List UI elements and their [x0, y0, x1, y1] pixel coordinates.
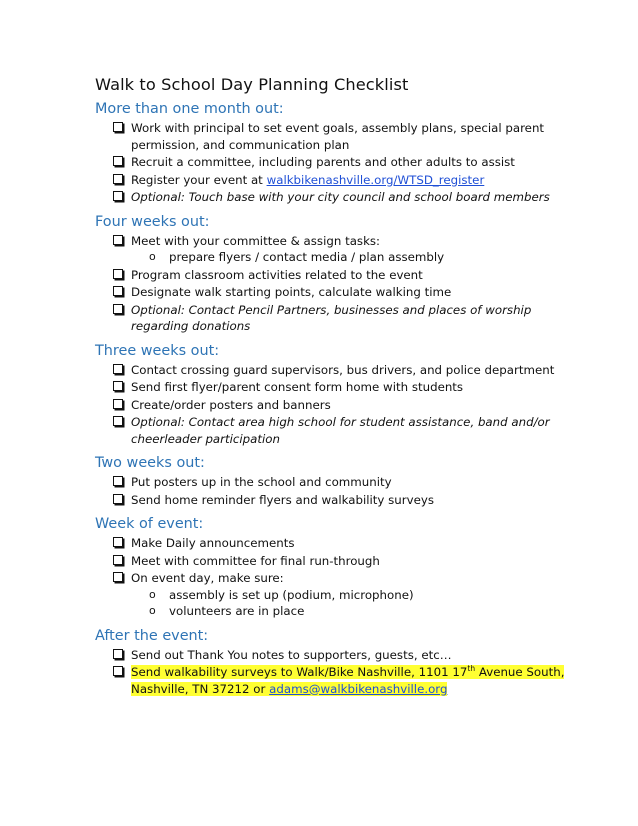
- checklist-section: [95, 453, 565, 508]
- item-label: Meet with committee for final run-through: [131, 553, 380, 568]
- checkbox-icon[interactable]: [113, 649, 123, 659]
- checklist-item-text: [131, 285, 451, 299]
- item-label: Send home reminder flyers and walkability surveys: [131, 492, 434, 507]
- checkbox-icon[interactable]: [113, 364, 123, 374]
- item-label: Make Daily announcements: [131, 536, 295, 550]
- item-label: Send first flyer/parent consent form home with students: [131, 380, 464, 394]
- checklist-section: [95, 99, 565, 206]
- ordinal-suffix: th: [467, 664, 476, 674]
- checklist-item: [95, 474, 565, 491]
- checklist-item: [95, 535, 565, 552]
- checkbox-icon[interactable]: [113, 304, 123, 314]
- item-label: Register your event at: [131, 172, 267, 187]
- checklist-item-text: [131, 121, 544, 152]
- checklist-sections: [95, 99, 565, 697]
- item-label-continued: Avenue South, Nashville, TN 37212 or: [131, 665, 565, 696]
- checkbox-icon[interactable]: [113, 156, 123, 166]
- checklist-item-text: [131, 648, 452, 662]
- circle-bullet-icon: o: [149, 250, 156, 263]
- checkbox-icon[interactable]: [113, 235, 123, 245]
- checklist-item: [95, 120, 565, 153]
- checklist-item: [95, 172, 565, 189]
- checklist-item-text: [131, 571, 284, 585]
- checklist-item: [95, 397, 565, 414]
- checklist-item: [95, 267, 565, 284]
- section-heading: Four weeks out:: [95, 213, 210, 230]
- item-label: Recruit a committee, including parents and other adults to assist: [131, 155, 515, 169]
- checkbox-icon[interactable]: [113, 572, 123, 582]
- section-heading: More than one month out:: [95, 101, 284, 117]
- checklist-section: [95, 514, 565, 620]
- document-page: [95, 74, 565, 703]
- checkbox-icon[interactable]: [113, 399, 123, 409]
- section-heading: After the event:: [95, 627, 209, 644]
- checklist-section: [95, 341, 565, 448]
- subitem-list: [131, 587, 565, 620]
- checklist-item-text: [131, 665, 564, 696]
- section-heading: Two weeks out:: [95, 455, 205, 471]
- checklist-item: [95, 362, 565, 379]
- checklist-item-text: [131, 173, 484, 187]
- checklist-item-text: [131, 303, 531, 334]
- checklist-section: [95, 212, 565, 335]
- sub-item-text: assembly is set up (podium, microphone): [169, 587, 414, 602]
- checklist-item: [95, 664, 565, 697]
- sub-item: [95, 603, 565, 620]
- checklist-items: [95, 233, 565, 335]
- checklist-item: [95, 414, 565, 447]
- checklist-item: [95, 492, 565, 509]
- item-label: Meet with your committee & assign tasks:: [131, 233, 381, 248]
- checklist-item-text: [131, 554, 380, 568]
- checklist-item: [95, 379, 565, 396]
- sub-item-text: volunteers are in place: [169, 604, 305, 618]
- section-heading: Three weeks out:: [95, 342, 220, 359]
- checklist-item-text: [131, 268, 423, 282]
- checklist-item: [95, 553, 565, 570]
- checklist-item-text: [131, 415, 550, 446]
- checklist-item: [95, 570, 565, 620]
- checkbox-icon[interactable]: [113, 122, 123, 132]
- page-title: Walk to School Day Planning Checklist: [95, 75, 409, 94]
- sub-item: [95, 249, 565, 266]
- checklist-items: [95, 474, 565, 508]
- checkbox-icon[interactable]: [113, 286, 123, 296]
- item-link[interactable]: walkbikenashville.org/WTSD_register: [266, 172, 485, 187]
- checklist-item: [95, 284, 565, 301]
- item-label: Send out Thank You notes to supporters, guests, etc…: [131, 647, 452, 662]
- checklist-item: [95, 647, 565, 664]
- checklist-item: [95, 233, 565, 266]
- checkbox-icon[interactable]: [113, 269, 123, 279]
- checklist-item-text: [131, 380, 463, 394]
- checklist-section: [95, 626, 565, 698]
- checklist-item: [95, 189, 565, 206]
- item-label: Program classroom activities related to the event: [131, 267, 423, 282]
- checkbox-icon[interactable]: [113, 555, 123, 565]
- checklist-items: [95, 362, 565, 448]
- sub-item-text: prepare flyers / contact media / plan assembly: [169, 250, 445, 264]
- item-label: Send walkability surveys to Walk/Bike Nashville, 1101 17: [131, 665, 468, 679]
- item-label: Optional: Contact area high school for student assistance, band and/or cheerleader participation: [131, 415, 550, 446]
- checkbox-icon[interactable]: [113, 666, 123, 676]
- checklist-item: [95, 154, 565, 171]
- checklist-item-text: [131, 398, 331, 412]
- checklist-item: [95, 302, 565, 335]
- checklist-item-text: [131, 536, 295, 550]
- item-label: Create/order posters and banners: [131, 397, 331, 412]
- checkbox-icon[interactable]: [113, 537, 123, 547]
- checkbox-icon[interactable]: [113, 191, 123, 201]
- checklist-items: [95, 120, 565, 206]
- item-label: Work with principal to set event goals, assembly plans, special parent permission, and communication plan: [131, 121, 545, 152]
- checkbox-icon[interactable]: [113, 174, 123, 184]
- circle-bullet-icon: o: [149, 587, 156, 601]
- checklist-items: [95, 535, 565, 620]
- subitem-list: [131, 249, 565, 266]
- checkbox-icon[interactable]: [113, 381, 123, 391]
- item-label: Contact crossing guard supervisors, bus drivers, and police department: [131, 362, 555, 377]
- sub-item: [95, 587, 565, 604]
- checklist-items: [95, 647, 565, 698]
- checkbox-icon[interactable]: [113, 494, 123, 504]
- checklist-item-text: [131, 363, 554, 377]
- checklist-item-text: [131, 493, 434, 507]
- item-label: Optional: Contact Pencil Partners, businesses and places of worship regarding donations: [131, 302, 532, 333]
- checklist-item-text: [131, 475, 392, 489]
- item-label: Optional: Touch base with your city council and school board members: [131, 190, 550, 204]
- item-link[interactable]: adams@walkbikenashville.org: [269, 681, 448, 696]
- item-label: Put posters up in the school and community: [131, 475, 392, 489]
- checkbox-icon[interactable]: [113, 416, 123, 426]
- checkbox-icon[interactable]: [113, 476, 123, 486]
- checklist-item-text: [131, 155, 515, 169]
- checklist-item-text: [131, 190, 550, 204]
- section-heading: Week of event:: [95, 516, 204, 532]
- checklist-item-text: [131, 234, 380, 248]
- item-label: On event day, make sure:: [131, 571, 284, 585]
- circle-bullet-icon: o: [149, 604, 156, 617]
- item-label: Designate walk starting points, calculate walking time: [131, 285, 452, 299]
